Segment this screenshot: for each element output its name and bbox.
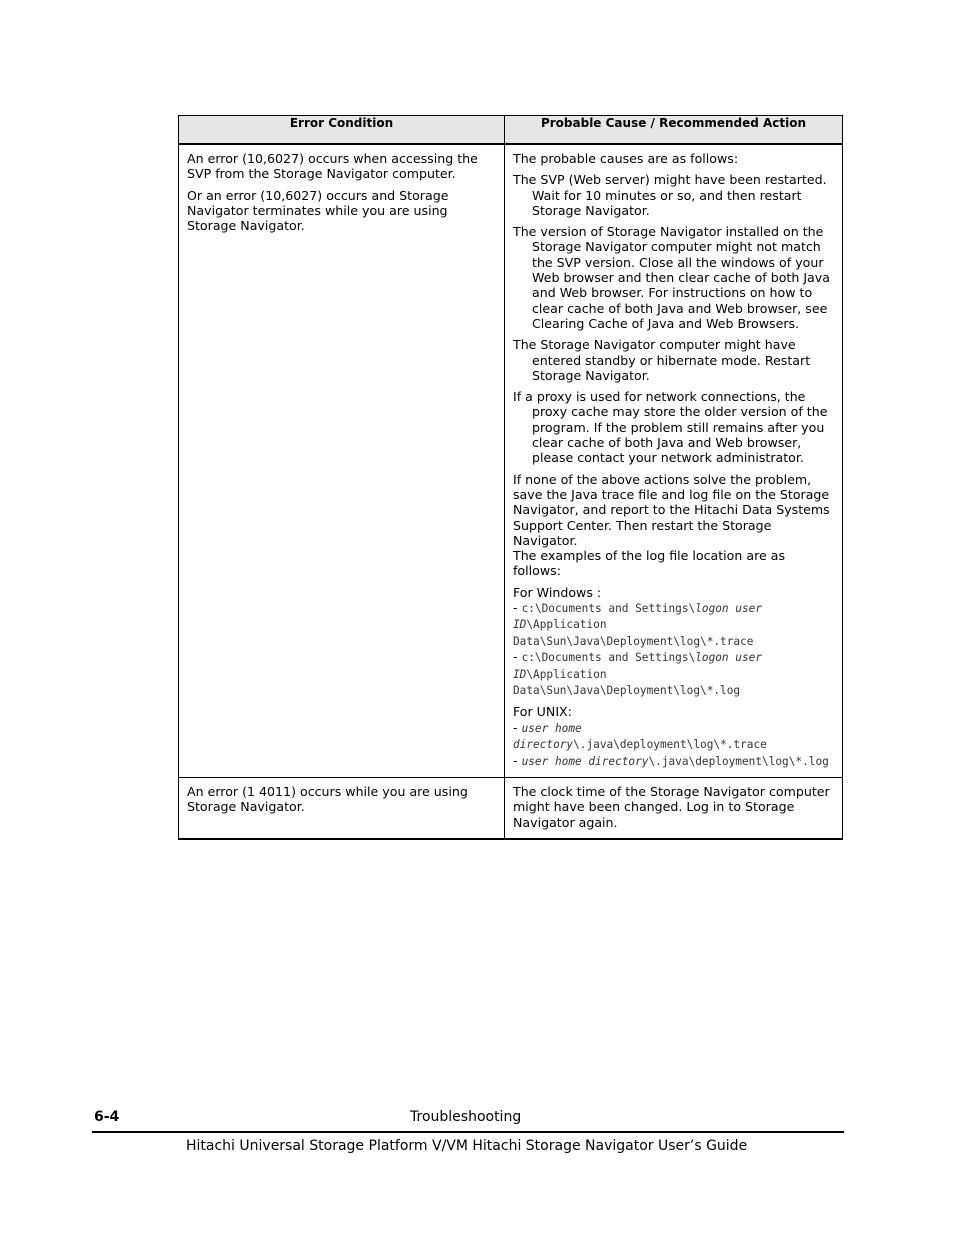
probable-cause-cell bbox=[505, 777, 843, 838]
table-header-row bbox=[179, 116, 843, 145]
condition-text: An error (1 4011) occurs while you are using Storage Navigator. bbox=[187, 783, 468, 815]
header-error-condition: Error Condition bbox=[179, 116, 505, 145]
path-prefix: c:\Documents and Settings\ bbox=[521, 651, 696, 665]
causes-intro: The probable causes are as follows: bbox=[513, 151, 739, 166]
condition-text: Or an error (10,6027) occurs and Storage Navigator terminates while you are using Storage Navigator. bbox=[187, 187, 449, 234]
cause-item: The SVP (Web server) might have been restarted. Wait for 10 minutes or so, and then restart Storage Navigator. bbox=[513, 172, 827, 218]
section-title: Troubleshooting bbox=[410, 1109, 522, 1125]
footer-divider bbox=[92, 1131, 844, 1133]
path-dash: - bbox=[513, 600, 522, 616]
path-variable: logon user ID bbox=[513, 602, 763, 632]
path-variable: user home directory bbox=[521, 754, 649, 768]
log-path bbox=[513, 600, 834, 649]
path-variable: logon user ID bbox=[513, 651, 763, 681]
cause-item: If a proxy is used for network connections, the proxy cache may store the older version of the program. If the problem still remains after you clear cache of both Java and Web browser, please contact your network administrator. bbox=[513, 389, 828, 466]
path-dash: - bbox=[513, 752, 522, 768]
windows-label: For Windows : bbox=[513, 584, 602, 600]
log-path bbox=[513, 649, 834, 698]
examples-intro: The examples of the log file location are as follows: bbox=[513, 548, 786, 579]
header-probable-cause: Probable Cause / Recommended Action bbox=[505, 116, 843, 145]
condition-text: An error (10,6027) occurs when accessing the SVP from the Storage Navigator computer. bbox=[187, 151, 478, 182]
none-solve-text: If none of the above actions solve the problem, save the Java trace file and log file on the Storage Navigator, and report to the Hitachi Data Systems Support Center. Then restart the Storage Navigator. bbox=[513, 471, 830, 548]
path-dash: - bbox=[513, 719, 522, 735]
probable-cause-cell bbox=[505, 144, 843, 777]
path-dash: - bbox=[513, 649, 522, 665]
path-suffix: \.java\deployment\log\*.trace bbox=[573, 738, 767, 752]
path-prefix: c:\Documents and Settings\ bbox=[521, 602, 696, 616]
log-path bbox=[513, 720, 834, 753]
path-suffix: \.java\deployment\log\*.log bbox=[648, 754, 829, 768]
log-path bbox=[513, 753, 834, 769]
unix-paths bbox=[513, 720, 834, 769]
cause-item: The version of Storage Navigator installed on the Storage Navigator computer might not match the SVP version. Close all the windows of your Web browser and then clear cache of both Java and Web browser. For instructions on how to clear cache of both Java and Web browser, see Clearing Cache of Java and Web Browsers. bbox=[513, 224, 830, 331]
table-row bbox=[179, 777, 843, 838]
error-condition-cell bbox=[179, 144, 505, 777]
path-variable: user home directory bbox=[513, 721, 582, 752]
unix-label: For UNIX: bbox=[513, 704, 572, 720]
error-condition-cell bbox=[179, 777, 505, 838]
table-row bbox=[179, 144, 843, 777]
guide-title: Hitachi Universal Storage Platform V/VM Hitachi Storage Navigator User’s Guide bbox=[186, 1138, 748, 1154]
path-suffix: \Application Data\Sun\Java\Deployment\log\*.log bbox=[513, 667, 741, 698]
cause-item: The Storage Navigator computer might have entered standby or hibernate mode. Restart Storage Navigator. bbox=[513, 337, 811, 383]
page-number: 6-4 bbox=[94, 1109, 120, 1125]
action-text: The clock time of the Storage Navigator computer might have been changed. Log in to Storage Navigator again. bbox=[513, 783, 830, 830]
windows-paths bbox=[513, 600, 834, 698]
error-table bbox=[178, 115, 843, 840]
path-suffix: \Application Data\Sun\Java\Deployment\log\*.trace bbox=[513, 618, 754, 648]
